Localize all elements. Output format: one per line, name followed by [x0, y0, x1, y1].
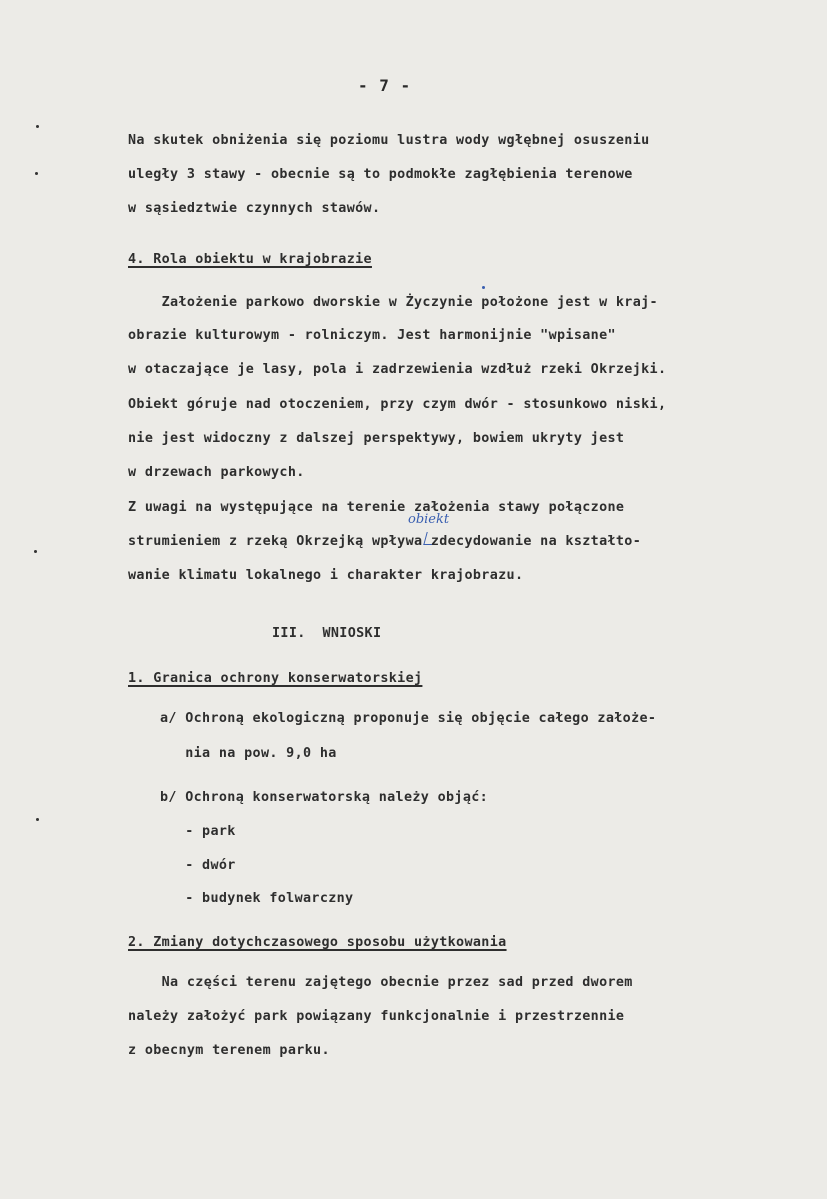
- body-line: uległy 3 stawy - obecnie są to podmokłe zagłębienia terenowe: [128, 167, 633, 182]
- body-line: obrazie kulturowym - rolniczym. Jest harmonijnie "wpisane": [128, 328, 616, 343]
- body-line: strumieniem z rzeką Okrzejką wpływa zdecydowanie na kształto-: [128, 534, 642, 549]
- body-line: należy założyć park powiązany funkcjonalnie i przestrzennie: [128, 1009, 625, 1024]
- ink-dot: [482, 286, 485, 289]
- body-line: w otaczające je lasy, pola i zadrzewienia wzdłuż rzeki Okrzejki.: [128, 362, 667, 377]
- chapter-heading: III. WNIOSKI: [272, 626, 382, 641]
- list-item: - park: [160, 824, 236, 839]
- body-line: w sąsiedztwie czynnych stawów.: [128, 201, 381, 216]
- margin-mark: [34, 550, 37, 553]
- body-line: w drzewach parkowych.: [128, 465, 305, 480]
- handwritten-insert: obiekt: [408, 512, 450, 527]
- list-item: b/ Ochroną konserwatorską należy objąć:: [160, 790, 489, 805]
- body-line: wanie klimatu lokalnego i charakter krajobrazu.: [128, 568, 524, 583]
- section-heading: 1. Granica ochrony konserwatorskiej: [128, 671, 423, 686]
- body-line: Na części terenu zajętego obecnie przez sad przed dworem: [128, 975, 633, 990]
- body-line: z obecnym terenem parku.: [128, 1043, 330, 1058]
- section-heading: 4. Rola obiektu w krajobrazie: [128, 252, 372, 267]
- page-number: - 7 -: [358, 76, 412, 95]
- list-item: - dwór: [160, 858, 236, 873]
- body-line: nie jest widoczny z dalszej perspektywy, bowiem ukryty jest: [128, 431, 625, 446]
- body-line: Obiekt góruje nad otoczeniem, przy czym dwór - stosunkowo niski,: [128, 397, 667, 412]
- list-item: nia na pow. 9,0 ha: [160, 746, 337, 761]
- body-line: Założenie parkowo dworskie w Życzynie położone jest w kraj-: [128, 295, 658, 310]
- body-line: Na skutek obniżenia się poziomu lustra wody wgłębnej osuszeniu: [128, 133, 650, 148]
- margin-mark: [35, 172, 38, 175]
- list-item: a/ Ochroną ekologiczną proponuje się objęcie całego założe-: [160, 711, 657, 726]
- margin-mark: [36, 125, 39, 128]
- body-line: Z uwagi na występujące na terenie założenia stawy połączone: [128, 500, 625, 515]
- list-item: - budynek folwarczny: [160, 891, 354, 906]
- section-heading: 2. Zmiany dotychczasowego sposobu użytkowania: [128, 935, 507, 950]
- margin-mark: [36, 818, 39, 821]
